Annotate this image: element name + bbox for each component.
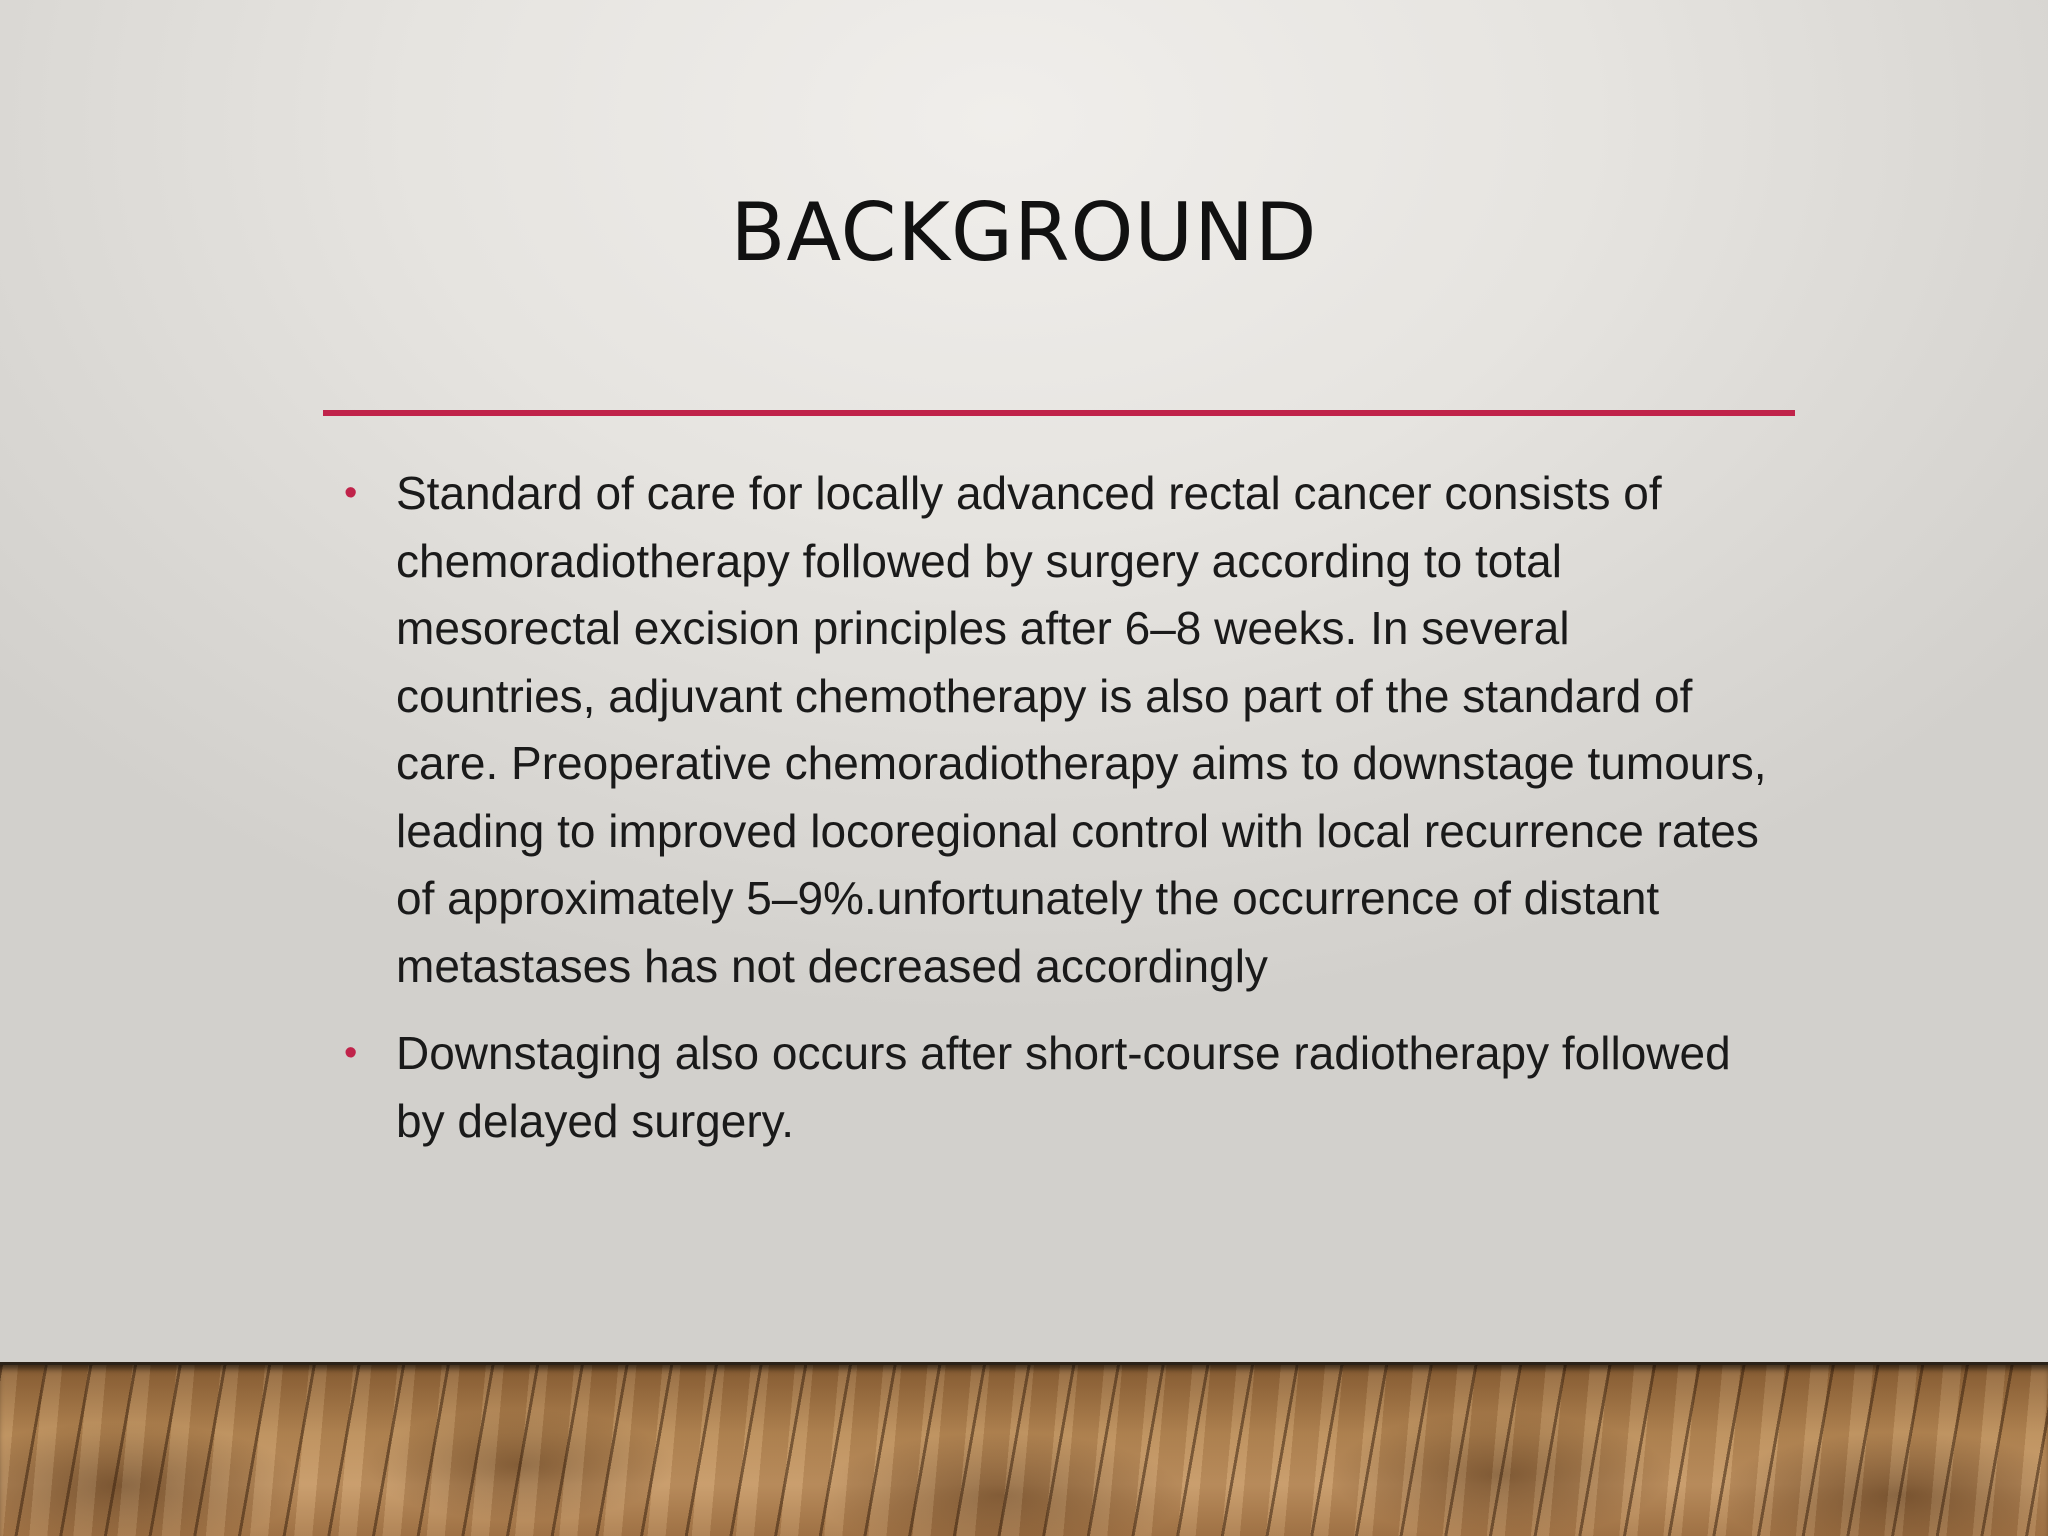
wood-floor-background [0, 1365, 2048, 1536]
bullet-item [340, 460, 1780, 1000]
bullet-icon: • [344, 1032, 358, 1074]
bullet-icon: • [344, 472, 358, 514]
slide-title: BACKGROUND [730, 186, 1318, 279]
bullet-text: Standard of care for locally advanced rectal cancer consists of chemoradiotherapy followed by surgery according to total mesorectal excision principles after 6–8 weeks. In several countries, adjuvant chemotherapy is also part of the standard of care. Preoperative chemoradiotherapy aims to downstage tumours, leading to improved locoregional control with local recurrence rates of approximately 5–9%.unfortunately the occurrence of distant metastases has not decreased accordingly [396, 467, 1767, 992]
bullet-list [340, 460, 1780, 1175]
bullet-text: Downstaging also occurs after short-course radiotherapy followed by delayed surgery. [396, 1027, 1731, 1147]
title-divider [323, 410, 1795, 416]
bullet-item [340, 1020, 1780, 1155]
